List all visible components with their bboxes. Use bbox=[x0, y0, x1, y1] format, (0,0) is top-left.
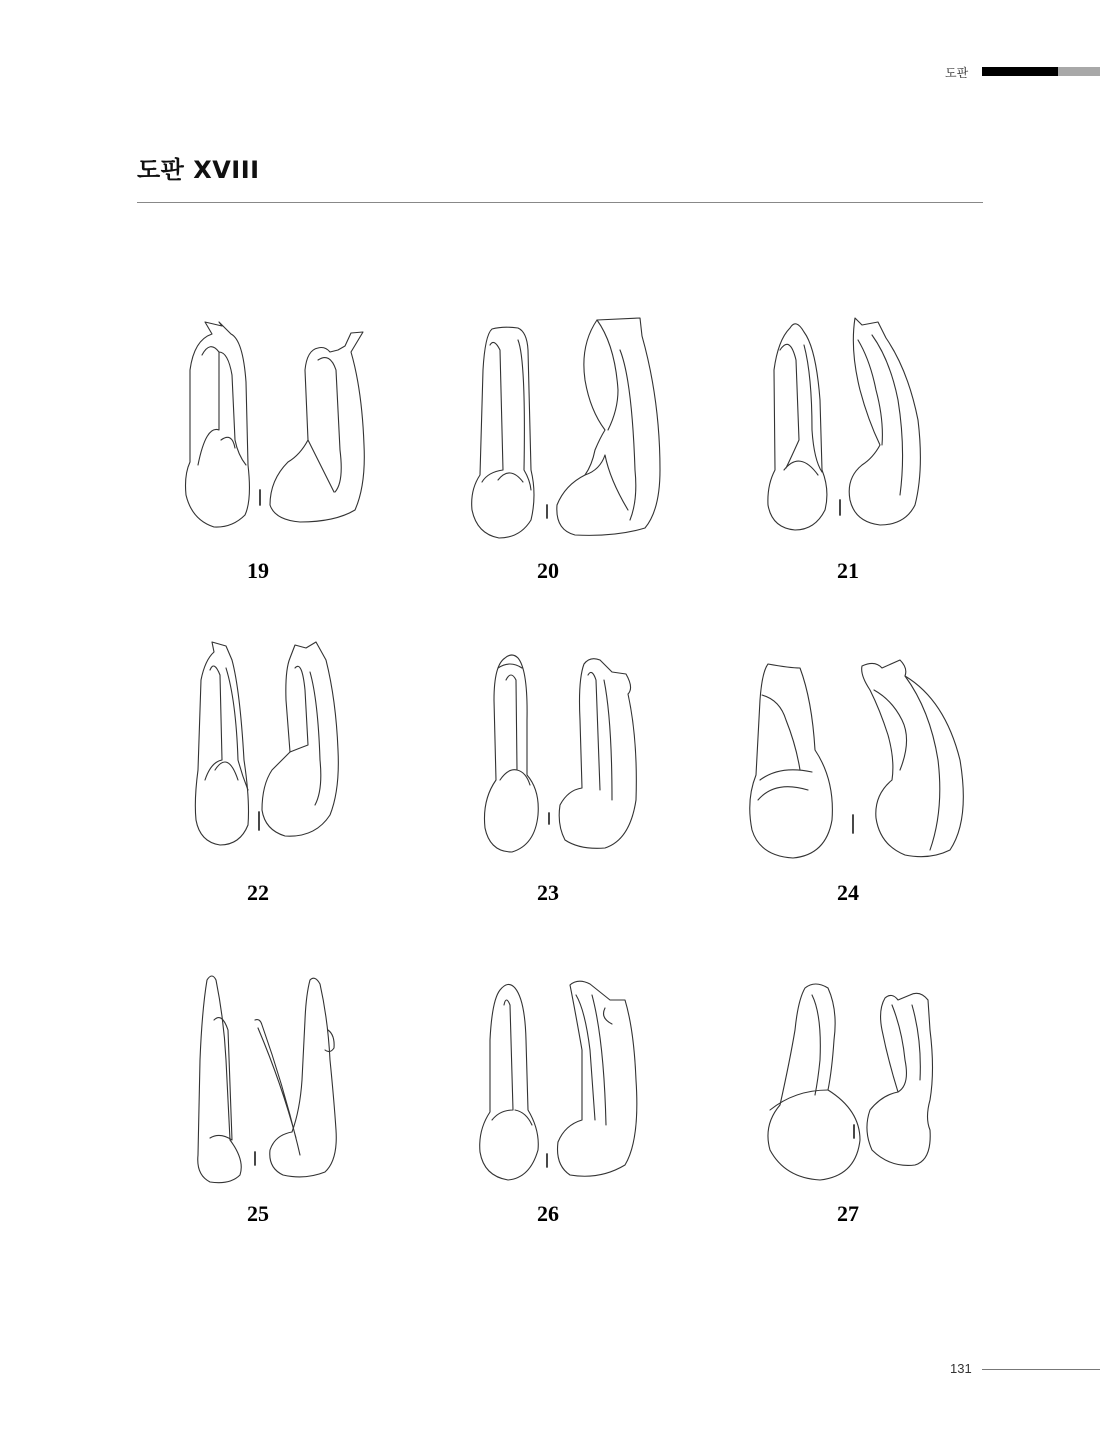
fig20-lateral-inner bbox=[585, 320, 636, 520]
fig21-lateral-inner bbox=[858, 335, 903, 495]
fig27-ventral-inner bbox=[770, 995, 828, 1110]
figure-27-label: 27 bbox=[837, 1201, 859, 1226]
fig19-ventral-inner bbox=[198, 347, 246, 465]
fig27-lateral-inner bbox=[892, 1005, 920, 1092]
fig24-lateral-view bbox=[862, 660, 964, 857]
figure-25-label: 25 bbox=[247, 1201, 269, 1226]
figure-22-label: 22 bbox=[247, 880, 269, 905]
fig26-ventral-inner bbox=[492, 1000, 532, 1125]
figure-19-drawing bbox=[186, 322, 365, 527]
figure-26-drawing bbox=[480, 981, 637, 1180]
figure-21-label: 21 bbox=[837, 558, 859, 583]
fig19-lateral-inner bbox=[308, 358, 341, 492]
figure-26-label: 26 bbox=[537, 1201, 559, 1226]
fig21-ventral-view bbox=[768, 324, 827, 530]
fig26-lateral-lobe bbox=[604, 1008, 612, 1024]
fig20-lateral-view bbox=[557, 318, 660, 535]
footer-rule bbox=[982, 1369, 1100, 1370]
fig24-lateral-inner bbox=[874, 676, 940, 850]
figure-24-label: 24 bbox=[837, 880, 859, 905]
fig23-lateral-inner bbox=[588, 672, 612, 800]
fig26-lateral-view bbox=[558, 981, 637, 1176]
fig19-lateral-view bbox=[270, 332, 364, 522]
figure-20-drawing bbox=[472, 318, 660, 538]
fig27-ventral-view bbox=[768, 984, 860, 1180]
page-number: 131 bbox=[950, 1361, 972, 1376]
figure-19-label: 19 bbox=[247, 558, 269, 583]
fig24-ventral-view bbox=[750, 664, 833, 858]
section-label: 도판 bbox=[945, 66, 969, 80]
figure-27-drawing bbox=[768, 984, 933, 1180]
fig19-ventral-view bbox=[186, 322, 250, 527]
figure-24-drawing bbox=[750, 660, 964, 858]
fig23-ventral-view bbox=[484, 655, 538, 852]
figure-21-drawing bbox=[768, 318, 921, 530]
figure-25-drawing bbox=[198, 976, 337, 1183]
fig25-ventral-view bbox=[198, 976, 242, 1183]
figure-23-label: 23 bbox=[537, 880, 559, 905]
fig25-lateral-inner bbox=[255, 1020, 300, 1155]
fig22-lateral-inner bbox=[290, 666, 321, 805]
fig23-lateral-view bbox=[559, 659, 636, 849]
plate-title: 도판 XVIII bbox=[137, 156, 260, 184]
fig26-ventral-view bbox=[480, 984, 539, 1180]
fig20-ventral-inner bbox=[482, 340, 531, 490]
fig27-lateral-view bbox=[867, 993, 933, 1165]
figure-20-label: 20 bbox=[537, 558, 559, 583]
fig21-lateral-view bbox=[849, 318, 920, 525]
figure-23-drawing bbox=[484, 655, 636, 852]
fig22-lateral-view bbox=[262, 642, 338, 836]
fig24-ventral-inner bbox=[758, 695, 812, 800]
fig26-lateral-inner bbox=[576, 995, 606, 1125]
figure-22-drawing bbox=[195, 642, 338, 845]
